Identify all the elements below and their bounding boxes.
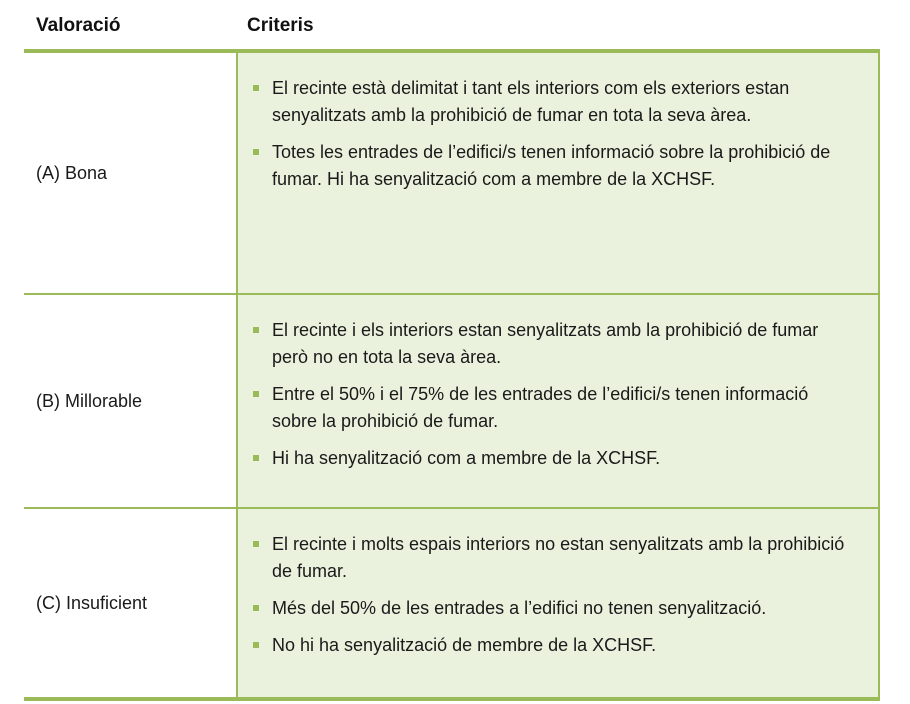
criteria-cell — [236, 53, 880, 293]
criteria-text: Més del 50% de les entrades a l’edifici no tenen senyalització. — [272, 598, 767, 618]
criteria-text: Totes les entrades de l’edifici/s tenen informació sobre la prohibició de fumar. Hi ha senyalització com a membre de la XCHSF. — [272, 142, 831, 189]
criteria-item — [248, 75, 858, 129]
criteria-item — [248, 317, 858, 371]
criteria-text: Entre el 50% i el 75% de les entrades de l’edifici/s tenen informació sobre la prohibició de fumar. — [272, 384, 809, 431]
table-row — [24, 53, 880, 295]
criteria-text: Hi ha senyalització com a membre de la XCHSF. — [272, 448, 661, 468]
criteria-list — [248, 531, 858, 659]
criteria-text: El recinte i els interiors estan senyalitzats amb la prohibició de fumar però no en tota la seva àrea. — [272, 320, 819, 367]
square-bullet-icon — [253, 541, 259, 547]
rating-label: (B) Millorable — [36, 390, 143, 411]
criteria-text: No hi ha senyalització de membre de la XCHSF. — [272, 635, 657, 655]
criteria-cell — [236, 509, 880, 697]
header-criteris: Criteris — [247, 15, 314, 36]
square-bullet-icon — [253, 149, 259, 155]
table-header — [24, 0, 880, 53]
criteria-text: El recinte està delimitat i tant els interiors com els exteriors estan senyalitzats amb la prohibició de fumar en tota la seva àrea. — [272, 78, 790, 125]
square-bullet-icon — [253, 642, 259, 648]
square-bullet-icon — [253, 327, 259, 333]
table-row — [24, 509, 880, 701]
criteria-list — [248, 317, 858, 472]
criteria-item — [248, 632, 858, 659]
square-bullet-icon — [253, 85, 259, 91]
rating-label: (C) Insuficient — [36, 592, 148, 613]
assessment-table — [24, 0, 880, 701]
rating-label: (A) Bona — [36, 162, 108, 183]
header-valoracio: Valoració — [36, 15, 121, 36]
square-bullet-icon — [253, 605, 259, 611]
criteria-item — [248, 531, 858, 585]
criteria-list — [248, 75, 858, 193]
criteria-item — [248, 139, 858, 193]
criteria-cell — [236, 295, 880, 507]
criteria-item — [248, 595, 858, 622]
criteria-item — [248, 445, 858, 472]
criteria-item — [248, 381, 858, 435]
square-bullet-icon — [253, 391, 259, 397]
square-bullet-icon — [253, 455, 259, 461]
criteria-text: El recinte i molts espais interiors no estan senyalitzats amb la prohibició de fumar. — [272, 534, 845, 581]
table-row — [24, 295, 880, 509]
